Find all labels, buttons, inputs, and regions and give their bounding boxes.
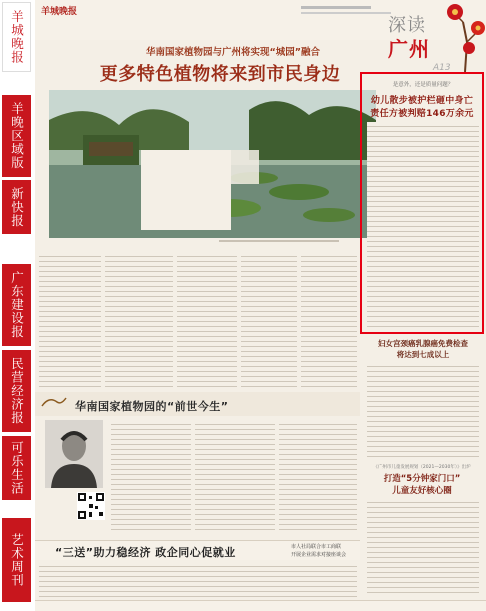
nav-item-art-weekly[interactable]: 艺术周刊 (2, 518, 31, 602)
info-story-title-line-1: 打造“5分钟家门口” (383, 474, 461, 484)
main-kicker: 华南国家植物园与广州将实现“城园”融合 (146, 47, 320, 58)
photo-caption (219, 240, 359, 242)
nav-item-regional-edition[interactable]: 羊晚区域版 (2, 95, 31, 177)
bottom-headline: “三送”助力稳经济 政企同心促就业 (55, 546, 236, 559)
section-title: 深读 (388, 15, 426, 36)
article-title-line-2: 责任方被判赔146万余元 (370, 109, 474, 119)
page-number: A13 (433, 63, 451, 73)
side-story-body (367, 362, 479, 460)
masthead-logo: 羊城晚报 (41, 7, 78, 17)
main-body-column-1 (39, 252, 101, 388)
info-story-title-line-2: 儿童友好核心圈 (392, 486, 452, 496)
lower-body-column-2 (195, 420, 275, 532)
nav-item-yangcheng-evening[interactable]: 羊城晚报 (2, 2, 31, 72)
newspaper-page (35, 0, 486, 611)
bottom-body-text (39, 562, 357, 598)
masthead-date-strip (301, 6, 401, 14)
nav-item-cola-life[interactable]: 可乐生活 (2, 436, 31, 500)
historical-portrait-photo (45, 420, 103, 488)
bottom-subhead-line-2: 开展企业需求对接座谈会 (291, 552, 347, 558)
side-story-title-line-1: 妇女宫颈癌乳腺癌免费检查 (378, 339, 468, 348)
nav-item-xinkuai[interactable]: 新快报 (2, 180, 31, 234)
lower-headline: 华南国家植物园的“前世今生” (75, 400, 229, 413)
info-story-kicker: 《广州市儿童发展规划（2021—2030年）》出炉 (373, 465, 471, 470)
nav-item-private-economy[interactable]: 民营经济报 (2, 350, 31, 432)
lower-body-column-3 (279, 420, 357, 532)
main-body-column-4 (241, 252, 297, 388)
publication-nav (0, 0, 33, 611)
main-headline: 更多特色植物将来到市民身边 (99, 64, 341, 85)
side-story-title-line-2: 将达到七成以上 (396, 350, 450, 359)
qr-code-icon (77, 492, 105, 520)
main-body-column-2 (105, 252, 173, 388)
article-kicker: 是意外，还是质量问题？ (392, 82, 454, 88)
article-highlight-fence-accident[interactable] (360, 72, 484, 334)
section-subtitle: 广州 (388, 37, 430, 61)
bottom-subhead-line-1: 市人社局联合市工商联 (291, 544, 342, 550)
kapok-flower-icon (445, 2, 485, 72)
main-body-column-3 (177, 252, 237, 388)
lower-body-column-1 (111, 420, 191, 532)
main-intro-text (141, 150, 231, 230)
article-title-line-1: 幼儿散步被护栏砸中身亡 (370, 96, 474, 106)
info-story-body (367, 498, 479, 596)
main-body-column-5 (301, 252, 357, 388)
lower-section-tag (41, 396, 67, 410)
page-footer (35, 600, 486, 611)
nav-item-construction[interactable]: 广东建设报 (2, 264, 31, 346)
